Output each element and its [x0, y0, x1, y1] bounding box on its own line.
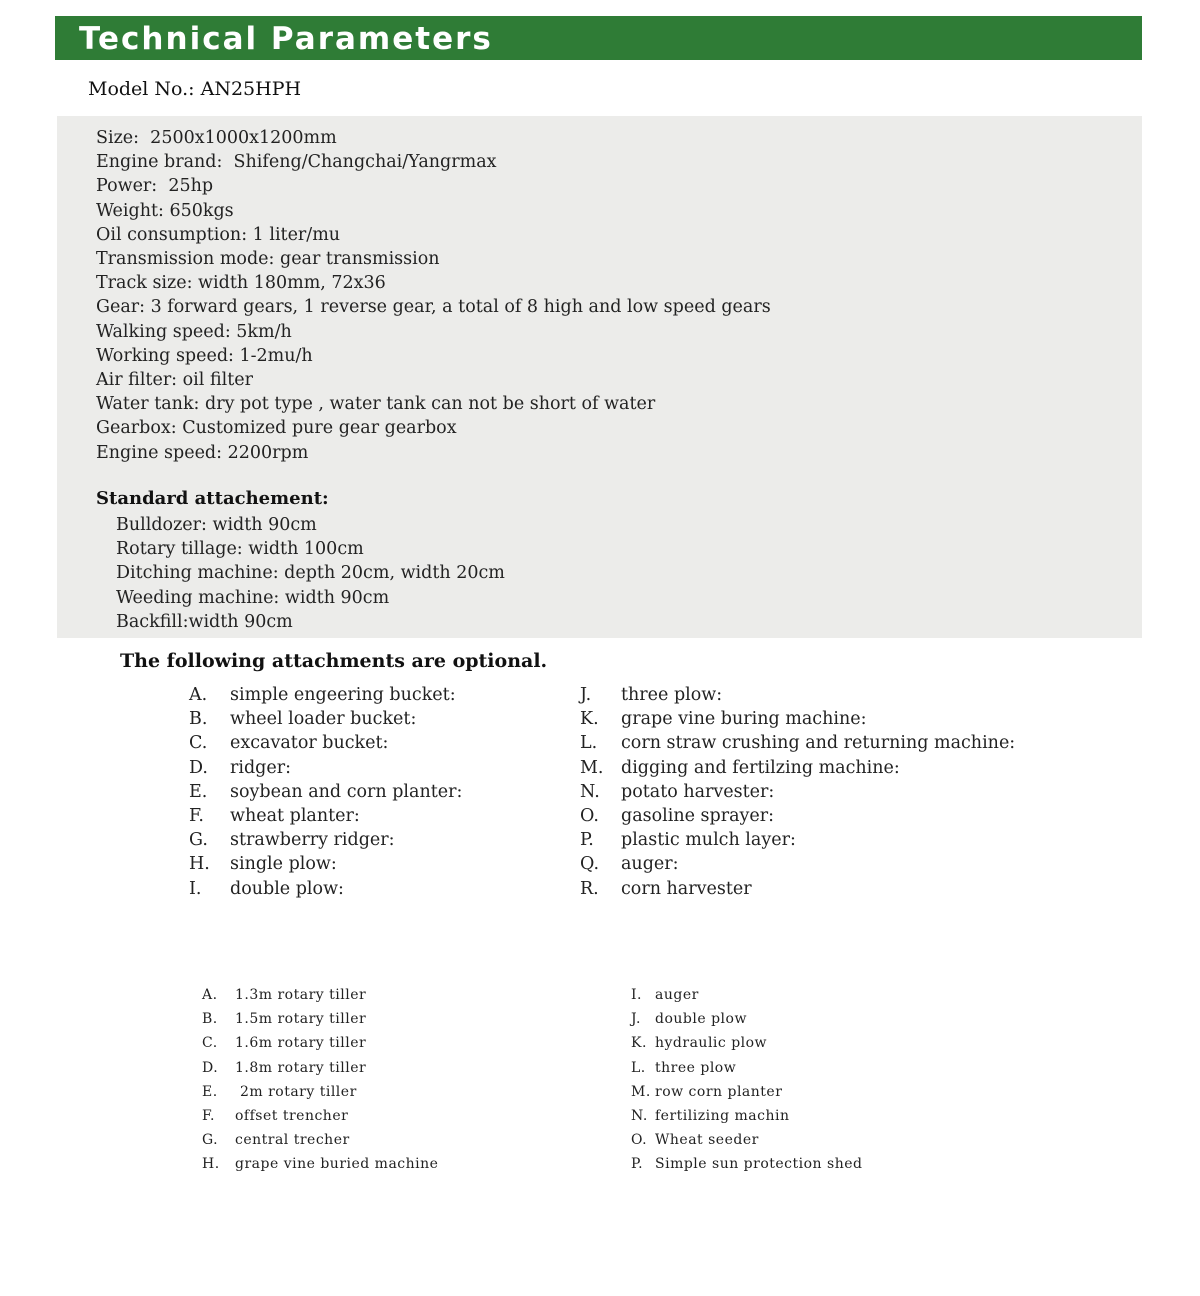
item-letter: B. [202, 1011, 218, 1028]
list-item [189, 852, 462, 876]
spec-item: Size: 2500x1000x1200mm [96, 128, 337, 148]
list-item [202, 1031, 438, 1055]
spec-item: Walking speed: 5km/h [96, 321, 292, 342]
item-letter: O. [631, 1132, 648, 1149]
item-letter: L. [631, 1059, 646, 1076]
item-text: 1.5m rotary tiller [235, 1011, 367, 1028]
list-item [202, 1128, 438, 1152]
second-list-right [631, 983, 862, 1177]
item-text: 1.8m rotary tiller [235, 1059, 367, 1076]
list-item [202, 1152, 438, 1176]
item-text: grape vine buried machine [235, 1156, 439, 1173]
item-text: row corn planter [655, 1083, 783, 1100]
spec-item: Air filter: oil filter [96, 370, 253, 391]
list-item [631, 1007, 862, 1031]
item-letter: R. [580, 878, 599, 899]
list-item [631, 1128, 862, 1152]
item-text: strawberry ridger: [230, 830, 395, 851]
list-item [189, 780, 462, 804]
list-item [580, 731, 1015, 755]
spec-item: Gearbox: Customized pure gear gearbox [96, 418, 457, 439]
list-item [580, 683, 1015, 707]
list-item [189, 877, 462, 901]
item-text: three plow [655, 1059, 737, 1076]
item-letter: I. [631, 987, 642, 1003]
item-text: gasoline sprayer: [621, 806, 775, 827]
item-text: fertilizing machin [655, 1108, 790, 1125]
item-letter: D. [189, 757, 208, 778]
item-text: wheel loader bucket: [230, 709, 417, 730]
spec-item: Oil consumption: 1 liter/mu [96, 224, 341, 245]
item-text: offset trencher [235, 1108, 349, 1125]
item-text: potato harvester: [621, 781, 775, 802]
list-item [202, 1007, 438, 1031]
standard-attachment-item: Ditching machine: depth 20cm, width 20cm [116, 563, 505, 584]
page-title: Technical Parameters [79, 21, 493, 57]
item-letter: J. [631, 1011, 641, 1028]
spec-item: Weight: 650kgs [96, 200, 234, 221]
item-letter: M. [580, 757, 604, 778]
item-text: grape vine buring machine: [621, 709, 867, 730]
list-item [580, 877, 1015, 901]
item-letter: H. [202, 1156, 220, 1173]
spec-item: Transmission mode: gear transmission [96, 249, 440, 270]
spec-item: Working speed: 1-2mu/h [96, 345, 313, 366]
list-item [189, 828, 462, 852]
item-text: corn straw crushing and returning machine: [621, 733, 1016, 754]
list-item [631, 1056, 862, 1080]
item-letter: N. [631, 1108, 648, 1125]
list-item [580, 852, 1015, 876]
list-item [189, 804, 462, 828]
list-item [189, 756, 462, 780]
list-item [189, 707, 462, 731]
item-letter: H. [189, 854, 210, 875]
optional-attachments-heading: The following attachments are optional. [120, 650, 548, 672]
spec-item: Track size: width 180mm, 72x36 [96, 273, 386, 294]
standard-attachment-heading: Standard attachement: [96, 488, 329, 509]
item-text: auger: [621, 854, 679, 875]
item-text: double plow [655, 1011, 747, 1028]
standard-attachment-item: Bulldozer: width 90cm [116, 515, 317, 535]
list-item [580, 828, 1015, 852]
item-letter: A. [202, 987, 218, 1003]
list-item [202, 983, 438, 1007]
item-letter: C. [202, 1035, 218, 1052]
item-text: ridger: [230, 757, 291, 778]
item-letter: N. [580, 781, 600, 802]
item-letter: J. [580, 685, 592, 705]
list-item [202, 1056, 438, 1080]
list-item [202, 1104, 438, 1128]
standard-attachment-item: Weeding machine: width 90cm [116, 587, 390, 608]
item-letter: E. [189, 781, 208, 802]
standard-attachment-list [116, 513, 505, 634]
item-letter: A. [189, 685, 208, 705]
list-item [631, 1031, 862, 1055]
item-text: auger [655, 987, 699, 1003]
list-item [631, 983, 862, 1007]
spec-item: Water tank: dry pot type , water tank can not be short of water [96, 394, 656, 415]
item-text: 1.6m rotary tiller [235, 1035, 367, 1052]
item-letter: L. [580, 733, 598, 754]
item-text: corn harvester [621, 878, 752, 899]
model-number: Model No.: AN25HPH [88, 78, 302, 100]
item-letter: M. [631, 1083, 651, 1100]
item-text: wheat planter: [230, 806, 360, 827]
item-letter: G. [202, 1132, 219, 1149]
list-item [189, 731, 462, 755]
optional-list-left [189, 683, 462, 901]
optional-list-right [580, 683, 1015, 901]
spec-panel [57, 116, 1142, 638]
item-text: 1.3m rotary tiller [235, 987, 367, 1003]
header-banner [55, 16, 1142, 60]
item-text: excavator bucket: [230, 733, 389, 754]
item-letter: P. [580, 830, 594, 851]
item-text: central trecher [235, 1132, 350, 1149]
item-letter: E. [202, 1083, 218, 1100]
item-text: digging and fertilzing machine: [621, 757, 900, 778]
item-text: Wheat seeder [655, 1132, 759, 1149]
item-text: double plow: [230, 878, 344, 899]
item-text: 2m rotary tiller [235, 1083, 357, 1100]
standard-attachment-item: Rotary tillage: width 100cm [116, 539, 364, 560]
item-letter: F. [189, 806, 204, 827]
item-letter: F. [202, 1108, 215, 1125]
list-item [580, 707, 1015, 731]
item-text: three plow: [621, 685, 723, 705]
item-text: soybean and corn planter: [230, 781, 463, 802]
item-letter: O. [580, 806, 599, 827]
item-letter: G. [189, 830, 208, 851]
item-text: simple engeering bucket: [230, 685, 456, 705]
item-text: hydraulic plow [655, 1035, 768, 1052]
spec-item: Engine speed: 2200rpm [96, 442, 309, 463]
list-item [580, 780, 1015, 804]
list-item [189, 683, 462, 707]
standard-attachment-item: Backfill:width 90cm [116, 611, 293, 632]
item-letter: C. [189, 733, 208, 754]
list-item [631, 1080, 862, 1104]
spec-item: Gear: 3 forward gears, 1 reverse gear, a total of 8 high and low speed gears [96, 297, 771, 318]
item-text: single plow: [230, 854, 337, 875]
item-letter: K. [580, 709, 599, 730]
spec-list [96, 126, 771, 465]
spec-item: Power: 25hp [96, 176, 214, 197]
item-letter: Q. [580, 854, 600, 875]
item-letter: B. [189, 709, 208, 730]
item-text: Simple sun protection shed [655, 1156, 863, 1173]
list-item [580, 804, 1015, 828]
list-item [631, 1104, 862, 1128]
list-item [631, 1152, 862, 1176]
item-letter: I. [189, 878, 202, 899]
item-letter: K. [631, 1035, 647, 1052]
second-list-left [202, 983, 438, 1177]
item-text: plastic mulch layer: [621, 830, 796, 851]
item-letter: D. [202, 1059, 219, 1076]
list-item [580, 756, 1015, 780]
spec-item: Engine brand: Shifeng/Changchai/Yangrmax [96, 152, 497, 173]
item-letter: P. [631, 1156, 644, 1173]
list-item [202, 1080, 438, 1104]
